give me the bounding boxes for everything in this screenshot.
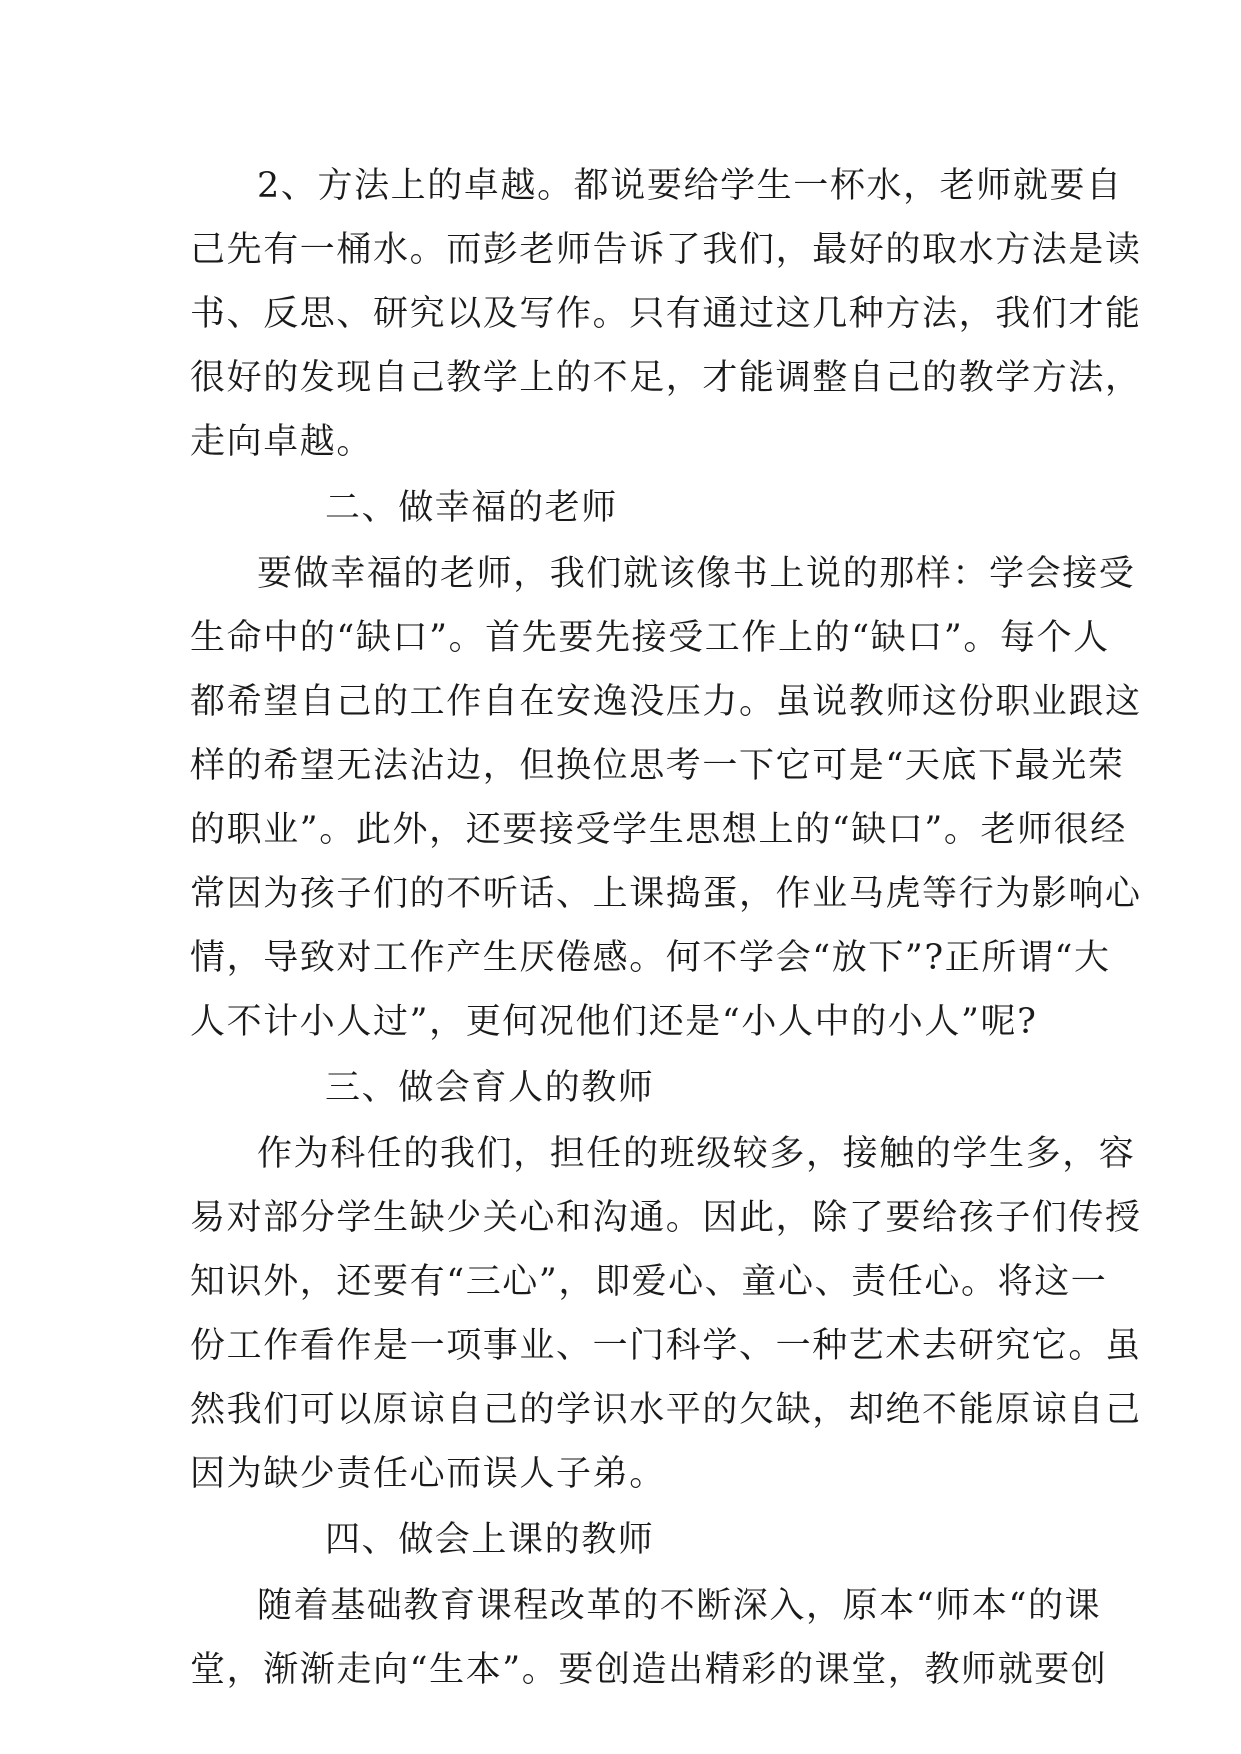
section-heading: 四、做会上课的教师 [325, 1520, 655, 1560]
paragraph-line: 己先有一桶水。而彭老师告诉了我们，最好的取水方法是读 [190, 230, 1142, 270]
paragraph-line: 然我们可以原谅自己的学识水平的欠缺，却绝不能原谅自己 [190, 1390, 1142, 1430]
paragraph-line: 都希望自己的工作自在安逸没压力。虽说教师这份职业跟这 [190, 682, 1142, 722]
paragraph-line: 书、反思、研究以及写作。只有通过这几种方法，我们才能 [190, 294, 1142, 334]
paragraph-line: 堂，渐渐走向“生本”。要创造出精彩的课堂，教师就要创 [190, 1650, 1108, 1690]
paragraph-line: 随着基础教育课程改革的不断深入，原本“师本“的课 [257, 1586, 1102, 1626]
paragraph-line: 很好的发现自己教学上的不足，才能调整自己的教学方法， [190, 358, 1142, 398]
paragraph-line: 走向卓越。 [190, 422, 374, 462]
section-heading: 二、做幸福的老师 [325, 488, 618, 528]
paragraph-line: 知识外，还要有“三心”，即爱心、童心、责任心。将这一 [190, 1262, 1108, 1302]
section-heading: 三、做会育人的教师 [325, 1068, 655, 1108]
paragraph-line: 要做幸福的老师，我们就该像书上说的那样：学会接受 [257, 554, 1136, 594]
paragraph-line: 作为科任的我们，担任的班级较多，接触的学生多，容 [257, 1134, 1136, 1174]
paragraph-line: 因为缺少责任心而误人子弟。 [190, 1454, 666, 1494]
paragraph-line: 样的希望无法沾边，但换位思考一下它可是“天底下最光荣 [190, 746, 1125, 786]
paragraph-line: 份工作看作是一项事业、一门科学、一种艺术去研究它。虽 [190, 1326, 1142, 1366]
paragraph-line: 生命中的“缺口”。首先要先接受工作上的“缺口”。每个人 [190, 618, 1110, 658]
paragraph-line: 2、方法上的卓越。都说要给学生一杯水，老师就要自 [257, 166, 1123, 206]
paragraph-line: 人不计小人过”，更何况他们还是“小人中的小人”呢? [190, 1002, 1038, 1042]
paragraph-line: 的职业”。此外，还要接受学生思想上的“缺口”。老师很经 [190, 810, 1127, 850]
paragraph-line: 常因为孩子们的不听话、上课捣蛋，作业马虎等行为影响心 [190, 874, 1142, 914]
paragraph-line: 易对部分学生缺少关心和沟通。因此，除了要给孩子们传授 [190, 1198, 1142, 1238]
paragraph-line: 情，导致对工作产生厌倦感。何不学会“放下”?正所谓“大 [190, 938, 1111, 978]
